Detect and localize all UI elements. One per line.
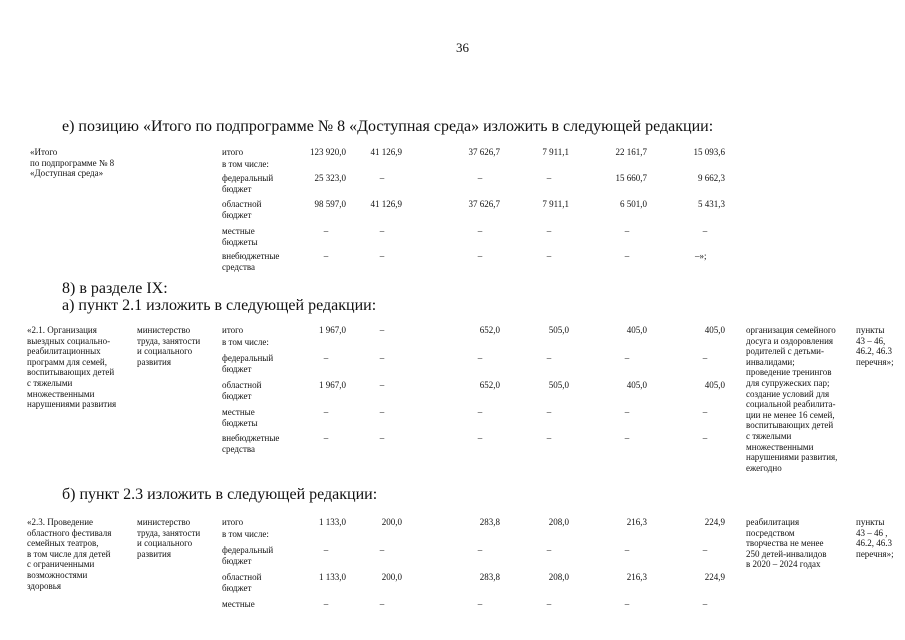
funding-value: 7 911,1 xyxy=(542,199,569,209)
funding-value: 505,0 xyxy=(548,325,569,335)
page-number: 36 xyxy=(456,40,469,55)
funding-value: – xyxy=(323,599,329,609)
funding-value: 6 501,0 xyxy=(620,199,647,209)
funding-value: – xyxy=(379,251,385,261)
funding-source-line: итого xyxy=(222,147,244,157)
funding-value: – xyxy=(379,173,385,183)
expected-result-line: социальной реабилита- xyxy=(746,399,836,410)
funding-value: – xyxy=(379,353,385,363)
funding-value: – xyxy=(477,599,483,609)
funding-source-line: областной xyxy=(222,572,262,582)
funding-value: – xyxy=(546,545,552,555)
reference-line: перечня»; xyxy=(856,548,894,559)
executor-line: министерство xyxy=(137,325,191,335)
item-label-line: выездных социально- xyxy=(27,335,111,346)
executor-line: труда, занятости xyxy=(137,527,201,538)
funding-value: – xyxy=(477,251,483,261)
funding-value: 405,0 xyxy=(626,325,647,335)
executor-line: развития xyxy=(137,548,172,559)
expected-result-line: для супружеских пар; xyxy=(746,378,830,388)
funding-value: – xyxy=(624,599,630,609)
reference-line: пункты xyxy=(856,517,885,527)
reference-line: пункты xyxy=(856,325,885,335)
expected-result-line: в 2020 – 2024 годах xyxy=(746,559,821,570)
funding-value: 15 660,7 xyxy=(615,173,647,183)
funding-source-line: внебюджетные xyxy=(222,251,280,261)
item-label-line: возможностями xyxy=(27,570,88,580)
funding-value: – xyxy=(477,545,483,555)
funding-value: 405,0 xyxy=(626,380,647,390)
funding-value: 405,0 xyxy=(704,325,725,335)
funding-value: 1 967,0 xyxy=(319,380,346,390)
funding-value: – xyxy=(379,380,385,390)
reference-line: перечня»; xyxy=(856,356,894,367)
funding-value: – xyxy=(624,251,630,261)
funding-value: – xyxy=(702,353,708,363)
item-label-line: с тяжелыми xyxy=(27,378,73,388)
funding-source-line: федеральный xyxy=(222,353,274,363)
expected-result-line: реабилитация xyxy=(746,517,800,527)
funding-value: 652,0 xyxy=(479,325,500,335)
funding-value: – xyxy=(477,226,483,236)
funding-value: – xyxy=(624,545,630,555)
funding-value: 405,0 xyxy=(704,380,725,390)
funding-value: 1 967,0 xyxy=(319,325,346,335)
expected-result-line: организация семейного xyxy=(746,325,836,335)
funding-value: 41 126,9 xyxy=(370,199,402,209)
funding-value: – xyxy=(624,433,630,443)
expected-result-line: творчества не менее xyxy=(746,538,824,549)
funding-value: 283,8 xyxy=(479,572,500,582)
funding-value: – xyxy=(702,599,708,609)
expected-result-line: с тяжелыми xyxy=(746,431,792,441)
expected-result-line: родителей с детьми- xyxy=(746,346,824,357)
funding-value: 15 093,6 xyxy=(693,147,725,157)
funding-value: – xyxy=(477,173,483,183)
funding-value: 652,0 xyxy=(479,380,500,390)
item-label-line: реабилитационных xyxy=(27,346,101,357)
item-label-line: программ для семей, xyxy=(27,356,107,367)
funding-value: 41 126,9 xyxy=(370,147,402,157)
funding-value: – xyxy=(323,433,329,443)
heading-section-8: 8) в разделе IX: xyxy=(62,280,168,297)
funding-value: – xyxy=(379,599,385,609)
executor-line: труда, занятости xyxy=(137,335,201,346)
funding-source-line: местные xyxy=(222,599,255,609)
reference-line: 46.2, 46.3 xyxy=(856,538,892,549)
funding-value: 37 626,7 xyxy=(468,199,500,209)
funding-value: 9 662,3 xyxy=(698,173,725,183)
funding-value: – xyxy=(702,407,708,417)
funding-value: 1 133,0 xyxy=(319,572,346,582)
funding-value: – xyxy=(379,433,385,443)
funding-source-line: в том числе: xyxy=(222,159,269,169)
funding-value: – xyxy=(546,407,552,417)
funding-value: 200,0 xyxy=(381,572,402,582)
funding-source-line: местные xyxy=(222,407,255,417)
funding-value: – xyxy=(702,545,708,555)
item-label-line: воспитывающих детей xyxy=(27,367,115,378)
funding-source-line: областной xyxy=(222,380,262,390)
executor-line: развития xyxy=(137,356,172,367)
item-label-line: «Итого xyxy=(30,147,58,157)
funding-value: 123 920,0 xyxy=(310,147,346,157)
funding-source-line: бюджет xyxy=(222,363,252,374)
funding-value: – xyxy=(702,226,708,236)
reference-line: 46.2, 46.3 xyxy=(856,346,892,357)
funding-source-line: итого xyxy=(222,517,244,527)
executor-line: и социального xyxy=(137,538,193,549)
funding-value: – xyxy=(323,226,329,236)
funding-source-line: бюджет xyxy=(222,209,252,220)
expected-result-line: нарушениями развития, xyxy=(746,452,838,463)
item-label-line: «2.1. Организация xyxy=(27,325,97,335)
expected-result-line: ции не менее 16 семей, xyxy=(746,409,835,420)
funding-source-line: федеральный xyxy=(222,173,274,183)
funding-value: 5 431,3 xyxy=(698,199,725,209)
funding-source-line: областной xyxy=(222,199,262,209)
funding-source-line: внебюджетные xyxy=(222,433,280,443)
item-label-line: областного фестиваля xyxy=(27,527,112,538)
funding-value: 216,3 xyxy=(626,517,647,527)
item-label-line: нарушениями развития xyxy=(27,399,117,410)
expected-result-line: посредством xyxy=(746,527,795,538)
funding-value: – xyxy=(546,226,552,236)
funding-value: – xyxy=(546,251,552,261)
funding-value: – xyxy=(323,251,329,261)
expected-result-line: 250 детей-инвалидов xyxy=(746,548,827,559)
heading-a: а) пункт 2.1 изложить в следующей редакции: xyxy=(62,297,377,314)
funding-value: 224,9 xyxy=(704,517,725,527)
heading-e: е) позицию «Итого по подпрограмме № 8 «Доступная среда» изложить в следующей редакции: xyxy=(62,118,714,135)
item-label-line: в том числе для детей xyxy=(27,548,111,559)
item-label-line: здоровья xyxy=(27,580,61,591)
funding-value: – xyxy=(323,545,329,555)
funding-value: 22 161,7 xyxy=(615,147,647,157)
funding-value: – xyxy=(624,353,630,363)
expected-result-line: воспитывающих детей xyxy=(746,420,834,431)
funding-value: – xyxy=(379,545,385,555)
funding-value: 98 597,0 xyxy=(314,199,346,209)
funding-value: 208,0 xyxy=(548,517,569,527)
funding-value: –»; xyxy=(695,251,707,261)
funding-value: 37 626,7 xyxy=(468,147,500,157)
reference-line: 43 – 46 , xyxy=(856,527,888,538)
funding-value: – xyxy=(546,353,552,363)
funding-value: – xyxy=(702,433,708,443)
funding-value: 1 133,0 xyxy=(319,517,346,527)
reference-line: 43 – 46, xyxy=(856,335,886,346)
item-label-line: по подпрограмме № 8 xyxy=(30,157,115,168)
funding-source-line: бюджеты xyxy=(222,236,258,247)
funding-value: – xyxy=(546,599,552,609)
expected-result-line: множественными xyxy=(746,441,814,452)
executor-line: и социального xyxy=(137,346,193,357)
expected-result-line: проведение тренингов xyxy=(746,367,832,378)
funding-value: – xyxy=(546,173,552,183)
funding-value: – xyxy=(379,325,385,335)
funding-value: 505,0 xyxy=(548,380,569,390)
funding-value: – xyxy=(477,407,483,417)
funding-source-line: итого xyxy=(222,325,244,335)
funding-value: – xyxy=(624,226,630,236)
funding-value: 216,3 xyxy=(626,572,647,582)
item-label-line: множественными xyxy=(27,388,95,399)
item-label-line: семейных театров, xyxy=(27,538,99,549)
funding-source-line: бюджет xyxy=(222,555,252,566)
funding-value: 208,0 xyxy=(548,572,569,582)
funding-value: 283,8 xyxy=(479,517,500,527)
item-label-line: «2.3. Проведение xyxy=(27,517,94,527)
expected-result-line: досуга и оздоровления xyxy=(746,335,834,346)
expected-result-line: создание условий для xyxy=(746,388,830,399)
funding-source-line: средства xyxy=(222,261,256,272)
funding-value: – xyxy=(477,353,483,363)
funding-value: – xyxy=(379,226,385,236)
funding-value: 200,0 xyxy=(381,517,402,527)
expected-result-line: ежегодно xyxy=(746,462,782,473)
funding-source-line: в том числе: xyxy=(222,337,269,347)
funding-value: 224,9 xyxy=(704,572,725,582)
funding-source-line: бюджет xyxy=(222,183,252,194)
funding-source-line: в том числе: xyxy=(222,529,269,539)
funding-source-line: бюджеты xyxy=(222,417,258,428)
expected-result-line: инвалидами; xyxy=(746,356,795,367)
heading-b: б) пункт 2.3 изложить в следующей редакции: xyxy=(62,486,378,503)
funding-value: – xyxy=(323,353,329,363)
funding-value: – xyxy=(624,407,630,417)
funding-value: 25 323,0 xyxy=(314,173,346,183)
item-label-line: с ограниченными xyxy=(27,559,95,570)
funding-value: – xyxy=(546,433,552,443)
funding-value: – xyxy=(323,407,329,417)
funding-source-line: федеральный xyxy=(222,545,274,555)
funding-source-line: местные xyxy=(222,226,255,236)
executor-line: министерство xyxy=(137,517,191,527)
funding-source-line: средства xyxy=(222,443,256,454)
funding-source-line: бюджет xyxy=(222,390,252,401)
funding-source-line: бюджет xyxy=(222,582,252,593)
item-label-line: «Доступная среда» xyxy=(30,168,104,179)
funding-value: 7 911,1 xyxy=(542,147,569,157)
funding-value: – xyxy=(379,407,385,417)
funding-value: – xyxy=(477,433,483,443)
